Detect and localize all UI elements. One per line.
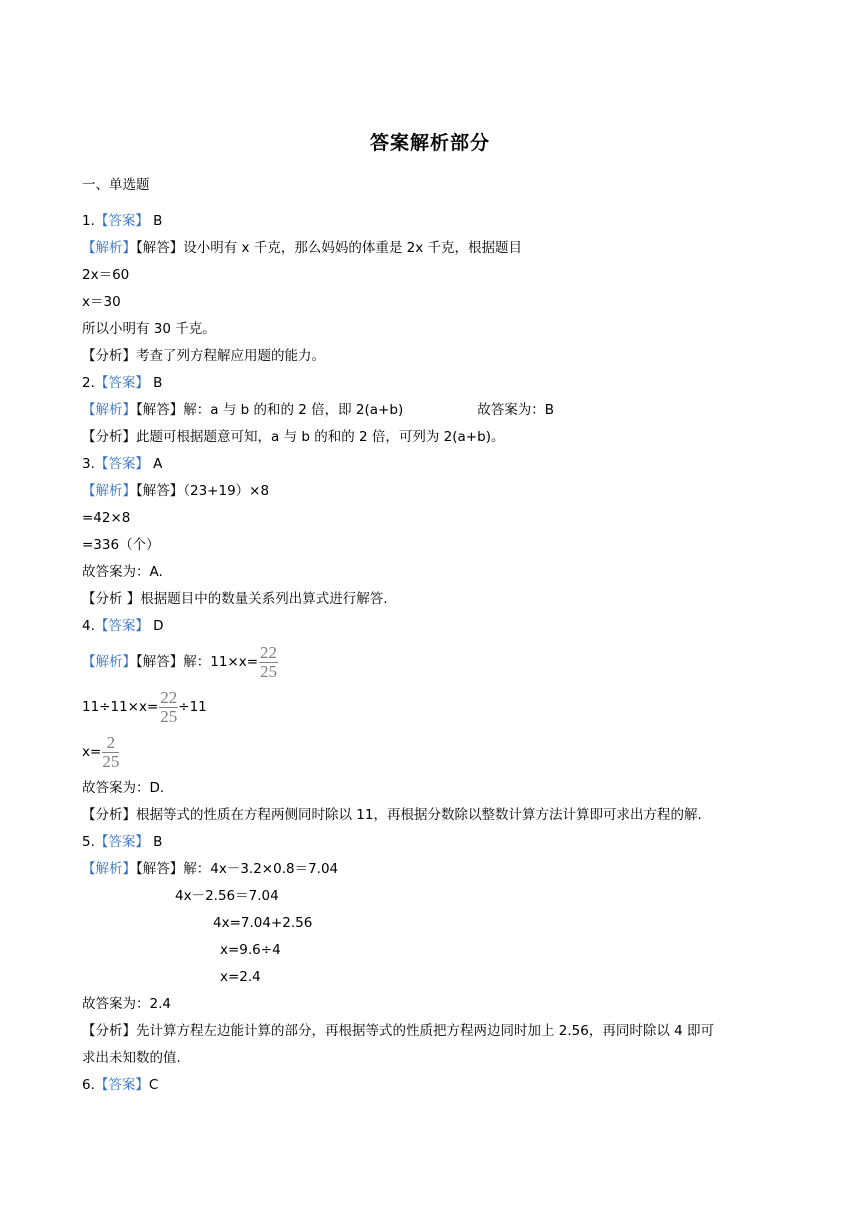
work-text: ÷11	[178, 699, 207, 715]
fenxi-tag: 【分析】	[82, 1023, 136, 1039]
question-1-answer	[82, 212, 162, 230]
fenxi-tag: 【分析】	[82, 429, 136, 445]
jieda-text: （23+19）×8	[183, 483, 270, 499]
work-text: 11÷11×x=	[82, 699, 159, 715]
question-4-answer	[82, 617, 164, 635]
answer-value: B	[148, 375, 163, 391]
question-number: 5.	[82, 834, 95, 850]
question-2-explanation	[82, 401, 554, 419]
analysis-text: 此题可根据题意可知，a 与 b 的和的 2 倍，可列为 2(a+b)。	[136, 429, 505, 445]
page-title: 答案解析部分	[369, 132, 490, 154]
answer-tag: 【答案】	[94, 456, 149, 472]
fenxi-tag: 【分析】	[82, 807, 136, 823]
answer-tag: 【答案】	[94, 375, 149, 391]
fraction	[159, 687, 178, 726]
jieda-text: 解：11×x=	[183, 654, 259, 670]
question-4-explanation	[82, 643, 278, 681]
fraction-numerator: 22	[260, 642, 278, 662]
fraction	[102, 732, 120, 771]
jiexi-tag: 【解析】	[82, 654, 136, 670]
work-text: x=	[82, 744, 102, 760]
jieda-tag: 【解答】	[136, 654, 184, 670]
work-line: 故答案为：D.	[82, 780, 165, 796]
question-1-analysis	[82, 347, 325, 365]
answer-value: D	[148, 618, 164, 634]
question-1-explanation	[82, 239, 522, 257]
jieda-tag: 【解答】	[136, 861, 184, 877]
question-number: 1.	[82, 213, 95, 229]
answer-value: A	[148, 456, 163, 472]
work-line: 4x=7.04+2.56	[213, 915, 313, 931]
final-answer: 故答案为：B	[477, 402, 554, 418]
work-line: 所以小明有 30 千克。	[82, 321, 216, 337]
work-line: x＝30	[82, 294, 121, 310]
work-line: 4x－2.56＝7.04	[175, 888, 279, 904]
question-2-answer	[82, 374, 162, 392]
question-5-analysis	[82, 1022, 714, 1040]
question-3-answer	[82, 455, 162, 473]
jieda-tag: 【解答】	[136, 483, 184, 499]
work-line: 故答案为：A.	[82, 564, 163, 580]
question-number: 2.	[82, 375, 95, 391]
fraction-denominator: 25	[102, 751, 120, 771]
fenxi-tag: 【分析】	[82, 348, 136, 364]
fraction-denominator: 25	[260, 661, 278, 681]
question-5-explanation	[82, 860, 338, 878]
question-number: 4.	[82, 618, 95, 634]
analysis-text: 根据题目中的数量关系列出算式进行解答.	[140, 591, 388, 607]
jieda-text: 解：a 与 b 的和的 2 倍，即 2(a+b)	[183, 402, 404, 418]
work-line: =336（个）	[82, 537, 160, 553]
question-4-analysis	[82, 806, 702, 824]
answer-tag: 【答案】	[94, 834, 149, 850]
work-line: x=2.4	[220, 969, 261, 985]
answer-tag: 【答案】	[94, 213, 149, 229]
question-5-answer	[82, 833, 162, 851]
question-6-answer	[82, 1076, 158, 1094]
answer-tag: 【答案】	[94, 618, 149, 634]
jiexi-tag: 【解析】	[82, 483, 136, 499]
work-line: 2x＝60	[82, 267, 130, 283]
jiexi-tag: 【解析】	[82, 402, 136, 418]
fraction-denominator: 25	[160, 706, 178, 726]
answer-value: B	[148, 213, 163, 229]
analysis-continued: 求出未知数的值.	[82, 1050, 181, 1066]
question-number: 6.	[82, 1077, 95, 1093]
answer-tag: 【答案】	[94, 1077, 149, 1093]
jieda-text: 解：4x－3.2×0.8＝7.04	[183, 861, 339, 877]
fraction	[259, 642, 278, 681]
fraction-numerator: 2	[102, 735, 119, 753]
jieda-tag: 【解答】	[136, 402, 184, 418]
jiexi-tag: 【解析】	[82, 240, 136, 256]
work-line: x=9.6÷4	[220, 942, 281, 958]
question-3-explanation	[82, 482, 269, 500]
work-line: 故答案为：2.4	[82, 996, 171, 1012]
question-number: 3.	[82, 456, 95, 472]
jieda-tag: 【解答】	[136, 240, 184, 256]
work-line	[82, 688, 207, 726]
analysis-text: 先计算方程左边能计算的部分，再根据等式的性质把方程两边同时加上 2.56，再同时除以 4 即可	[136, 1023, 715, 1039]
jieda-text: 设小明有 x 千克，那么妈妈的体重是 2x 千克，根据题目	[183, 240, 522, 256]
fenxi-tag: 【分析 】	[82, 591, 141, 607]
question-3-analysis	[82, 590, 388, 608]
analysis-text: 根据等式的性质在方程两侧同时除以 11，再根据分数除以整数计算方法计算即可求出方程的解.	[136, 807, 702, 823]
analysis-text: 考查了列方程解应用题的能力。	[136, 348, 325, 364]
answer-value: B	[148, 834, 163, 850]
fraction-numerator: 22	[160, 687, 178, 707]
answer-value: C	[148, 1077, 159, 1093]
question-2-analysis	[82, 428, 504, 446]
section-heading: 一、单选题	[82, 177, 150, 193]
work-line	[82, 733, 119, 771]
work-line: =42×8	[82, 510, 131, 526]
jiexi-tag: 【解析】	[82, 861, 136, 877]
